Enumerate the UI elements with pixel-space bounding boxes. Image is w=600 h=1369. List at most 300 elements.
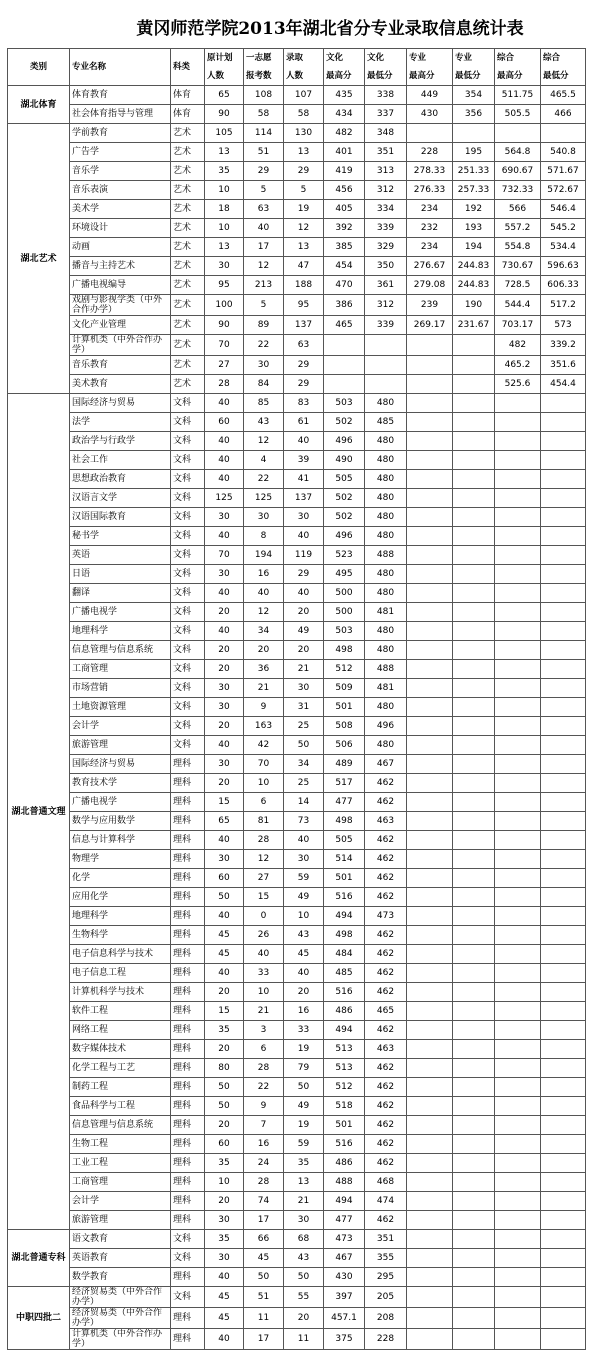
culture-min-cell: 462 xyxy=(365,1135,407,1154)
first-choice-cell: 85 xyxy=(244,394,284,413)
first-choice-cell: 43 xyxy=(244,413,284,432)
culture-max-cell: 385 xyxy=(324,238,365,257)
subject-cell: 文科 xyxy=(171,1249,205,1268)
subject-cell: 理科 xyxy=(171,1002,205,1021)
culture-max-cell: 457.1 xyxy=(324,1308,365,1329)
admitted-cell: 119 xyxy=(284,546,324,565)
comp-max-cell: 564.8 xyxy=(495,143,541,162)
culture-min-cell: 339 xyxy=(365,219,407,238)
major-min-cell xyxy=(453,1230,495,1249)
first-choice-cell: 10 xyxy=(244,983,284,1002)
subject-cell: 文科 xyxy=(171,679,205,698)
plan-cell: 50 xyxy=(205,1078,244,1097)
table-row xyxy=(8,831,586,850)
comp-max-cell xyxy=(495,641,541,660)
subject-cell: 艺术 xyxy=(171,238,205,257)
major-min-cell xyxy=(453,1211,495,1230)
major-min-cell xyxy=(453,451,495,470)
subject-cell: 理科 xyxy=(171,945,205,964)
comp-max-cell xyxy=(495,812,541,831)
comp-max-cell xyxy=(495,926,541,945)
subject-cell: 理科 xyxy=(171,850,205,869)
admitted-cell: 59 xyxy=(284,869,324,888)
major-name-cell: 计算机类（中外合作办学） xyxy=(70,1329,171,1350)
table-row xyxy=(8,1097,586,1116)
table-row xyxy=(8,622,586,641)
major-name-cell: 广告学 xyxy=(70,143,171,162)
table-row xyxy=(8,1308,586,1329)
table-row xyxy=(8,717,586,736)
comp-min-cell xyxy=(541,964,586,983)
header-culture-max: 文化 最高分 xyxy=(324,49,365,86)
major-max-cell xyxy=(407,850,453,869)
first-choice-cell: 30 xyxy=(244,508,284,527)
admitted-cell: 20 xyxy=(284,641,324,660)
table-row xyxy=(8,1059,586,1078)
comp-max-cell xyxy=(495,945,541,964)
comp-min-cell: 545.2 xyxy=(541,219,586,238)
culture-max-cell: 488 xyxy=(324,1173,365,1192)
culture-max-cell: 454 xyxy=(324,257,365,276)
comp-max-cell: 544.4 xyxy=(495,295,541,316)
subject-cell: 文科 xyxy=(171,413,205,432)
culture-max-cell: 435 xyxy=(324,86,365,105)
major-max-cell xyxy=(407,926,453,945)
major-name-cell: 软件工程 xyxy=(70,1002,171,1021)
major-min-cell xyxy=(453,1308,495,1329)
category-cell: 湖北体育 xyxy=(8,86,70,124)
comp-max-cell xyxy=(495,1249,541,1268)
admitted-cell: 63 xyxy=(284,335,324,356)
first-choice-cell: 10 xyxy=(244,774,284,793)
culture-min-cell: 462 xyxy=(365,1116,407,1135)
major-max-cell xyxy=(407,394,453,413)
first-choice-cell: 16 xyxy=(244,1135,284,1154)
comp-max-cell xyxy=(495,1097,541,1116)
comp-min-cell xyxy=(541,1308,586,1329)
admitted-cell: 137 xyxy=(284,316,324,335)
subject-cell: 艺术 xyxy=(171,276,205,295)
major-min-cell xyxy=(453,907,495,926)
culture-min-cell: 329 xyxy=(365,238,407,257)
plan-cell: 30 xyxy=(205,698,244,717)
comp-max-cell: 557.2 xyxy=(495,219,541,238)
major-max-cell xyxy=(407,546,453,565)
first-choice-cell: 27 xyxy=(244,869,284,888)
first-choice-cell: 12 xyxy=(244,603,284,622)
admitted-cell: 13 xyxy=(284,1173,324,1192)
comp-max-cell xyxy=(495,717,541,736)
major-max-cell xyxy=(407,869,453,888)
culture-max-cell: 392 xyxy=(324,219,365,238)
comp-min-cell xyxy=(541,1211,586,1230)
plan-cell: 20 xyxy=(205,1192,244,1211)
major-min-cell xyxy=(453,124,495,143)
major-name-cell: 英语 xyxy=(70,546,171,565)
first-choice-cell: 50 xyxy=(244,1268,284,1287)
culture-max-cell: 386 xyxy=(324,295,365,316)
subject-cell: 艺术 xyxy=(171,200,205,219)
first-choice-cell: 66 xyxy=(244,1230,284,1249)
subject-cell: 理科 xyxy=(171,812,205,831)
major-min-cell xyxy=(453,641,495,660)
plan-cell: 50 xyxy=(205,888,244,907)
major-name-cell: 音乐教育 xyxy=(70,356,171,375)
comp-min-cell xyxy=(541,1021,586,1040)
table-row xyxy=(8,124,586,143)
comp-max-cell xyxy=(495,755,541,774)
culture-min-cell: 480 xyxy=(365,394,407,413)
major-max-cell: 276.67 xyxy=(407,257,453,276)
page-title: 黄冈师范学院2013年湖北省分专业录取信息统计表 xyxy=(136,19,524,39)
admitted-cell: 68 xyxy=(284,1230,324,1249)
culture-max-cell: 508 xyxy=(324,717,365,736)
admitted-cell: 20 xyxy=(284,1308,324,1329)
admitted-cell: 21 xyxy=(284,660,324,679)
plan-cell: 65 xyxy=(205,86,244,105)
subject-cell: 艺术 xyxy=(171,356,205,375)
culture-max-cell: 467 xyxy=(324,1249,365,1268)
major-name-cell: 生物科学 xyxy=(70,926,171,945)
subject-cell: 艺术 xyxy=(171,375,205,394)
major-min-cell xyxy=(453,1268,495,1287)
major-max-cell xyxy=(407,1135,453,1154)
subject-cell: 体育 xyxy=(171,105,205,124)
first-choice-cell: 24 xyxy=(244,1154,284,1173)
comp-min-cell xyxy=(541,717,586,736)
culture-min-cell: 462 xyxy=(365,1078,407,1097)
culture-min-cell: 351 xyxy=(365,143,407,162)
subject-cell: 文科 xyxy=(171,508,205,527)
major-min-cell xyxy=(453,584,495,603)
culture-min-cell: 313 xyxy=(365,162,407,181)
major-name-cell: 电子信息工程 xyxy=(70,964,171,983)
admitted-cell: 40 xyxy=(284,527,324,546)
major-max-cell: 278.33 xyxy=(407,162,453,181)
culture-max-cell: 495 xyxy=(324,565,365,584)
comp-max-cell xyxy=(495,1021,541,1040)
comp-min-cell xyxy=(541,1154,586,1173)
table-row xyxy=(8,1021,586,1040)
culture-max-cell: 512 xyxy=(324,1078,365,1097)
culture-min-cell: 496 xyxy=(365,717,407,736)
major-max-cell: 276.33 xyxy=(407,181,453,200)
comp-max-cell xyxy=(495,1230,541,1249)
header-major: 专业名称 xyxy=(70,49,171,86)
first-choice-cell: 12 xyxy=(244,850,284,869)
major-min-cell xyxy=(453,774,495,793)
major-max-cell xyxy=(407,1211,453,1230)
comp-min-cell xyxy=(541,698,586,717)
comp-min-cell: 596.63 xyxy=(541,257,586,276)
comp-min-cell xyxy=(541,1116,586,1135)
major-min-cell: 354 xyxy=(453,86,495,105)
admitted-cell: 14 xyxy=(284,793,324,812)
admitted-cell: 30 xyxy=(284,508,324,527)
comp-max-cell xyxy=(495,508,541,527)
culture-max-cell: 401 xyxy=(324,143,365,162)
table-row xyxy=(8,888,586,907)
plan-cell: 20 xyxy=(205,1040,244,1059)
admitted-cell: 73 xyxy=(284,812,324,831)
table-row xyxy=(8,1329,586,1350)
culture-max-cell: 505 xyxy=(324,831,365,850)
comp-min-cell xyxy=(541,394,586,413)
comp-min-cell: 572.67 xyxy=(541,181,586,200)
first-choice-cell: 5 xyxy=(244,295,284,316)
major-name-cell: 市场营销 xyxy=(70,679,171,698)
major-min-cell: 195 xyxy=(453,143,495,162)
major-name-cell: 会计学 xyxy=(70,717,171,736)
comp-max-cell xyxy=(495,1308,541,1329)
comp-min-cell xyxy=(541,1059,586,1078)
plan-cell: 35 xyxy=(205,1230,244,1249)
first-choice-cell: 40 xyxy=(244,945,284,964)
first-choice-cell: 114 xyxy=(244,124,284,143)
admitted-cell: 49 xyxy=(284,1097,324,1116)
first-choice-cell: 29 xyxy=(244,162,284,181)
admitted-cell: 95 xyxy=(284,295,324,316)
plan-cell: 60 xyxy=(205,413,244,432)
major-name-cell: 法学 xyxy=(70,413,171,432)
major-max-cell xyxy=(407,470,453,489)
major-min-cell xyxy=(453,1287,495,1308)
subject-cell: 理科 xyxy=(171,1211,205,1230)
comp-max-cell xyxy=(495,546,541,565)
comp-min-cell: 351.6 xyxy=(541,356,586,375)
plan-cell: 40 xyxy=(205,907,244,926)
major-max-cell xyxy=(407,679,453,698)
plan-cell: 40 xyxy=(205,470,244,489)
culture-min-cell: 462 xyxy=(365,1097,407,1116)
comp-max-cell: 703.17 xyxy=(495,316,541,335)
culture-max-cell: 456 xyxy=(324,181,365,200)
major-max-cell xyxy=(407,812,453,831)
comp-min-cell xyxy=(541,1078,586,1097)
subject-cell: 理科 xyxy=(171,926,205,945)
comp-max-cell xyxy=(495,679,541,698)
subject-cell: 文科 xyxy=(171,470,205,489)
major-name-cell: 广播电视学 xyxy=(70,603,171,622)
culture-min-cell: 462 xyxy=(365,983,407,1002)
subject-cell: 文科 xyxy=(171,546,205,565)
major-max-cell xyxy=(407,356,453,375)
culture-max-cell: 516 xyxy=(324,888,365,907)
culture-min-cell: 480 xyxy=(365,622,407,641)
comp-max-cell xyxy=(495,793,541,812)
culture-min-cell: 480 xyxy=(365,451,407,470)
subject-cell: 文科 xyxy=(171,622,205,641)
first-choice-cell: 84 xyxy=(244,375,284,394)
culture-min-cell: 467 xyxy=(365,755,407,774)
major-name-cell: 学前教育 xyxy=(70,124,171,143)
culture-min-cell: 295 xyxy=(365,1268,407,1287)
culture-max-cell: 496 xyxy=(324,527,365,546)
first-choice-cell: 51 xyxy=(244,143,284,162)
culture-min-cell: 462 xyxy=(365,850,407,869)
admitted-cell: 137 xyxy=(284,489,324,508)
major-min-cell: 251.33 xyxy=(453,162,495,181)
admitted-cell: 58 xyxy=(284,105,324,124)
culture-max-cell: 494 xyxy=(324,1192,365,1211)
table-row xyxy=(8,316,586,335)
table-row xyxy=(8,1154,586,1173)
subject-cell: 理科 xyxy=(171,1192,205,1211)
major-min-cell xyxy=(453,527,495,546)
culture-min-cell: 462 xyxy=(365,831,407,850)
comp-min-cell xyxy=(541,470,586,489)
major-name-cell: 数学与应用数学 xyxy=(70,812,171,831)
first-choice-cell: 22 xyxy=(244,470,284,489)
subject-cell: 艺术 xyxy=(171,124,205,143)
table-row xyxy=(8,565,586,584)
plan-cell: 13 xyxy=(205,238,244,257)
subject-cell: 艺术 xyxy=(171,181,205,200)
major-min-cell: 244.83 xyxy=(453,257,495,276)
major-name-cell: 物理学 xyxy=(70,850,171,869)
plan-cell: 90 xyxy=(205,105,244,124)
comp-min-cell xyxy=(541,926,586,945)
culture-min-cell: 462 xyxy=(365,869,407,888)
comp-max-cell xyxy=(495,850,541,869)
culture-max-cell: 518 xyxy=(324,1097,365,1116)
major-name-cell: 播音与主持艺术 xyxy=(70,257,171,276)
culture-max-cell: 498 xyxy=(324,926,365,945)
culture-min-cell: 462 xyxy=(365,793,407,812)
plan-cell: 45 xyxy=(205,1308,244,1329)
comp-min-cell xyxy=(541,812,586,831)
table-row xyxy=(8,451,586,470)
major-min-cell xyxy=(453,1249,495,1268)
plan-cell: 20 xyxy=(205,717,244,736)
comp-max-cell xyxy=(495,451,541,470)
first-choice-cell: 17 xyxy=(244,1211,284,1230)
major-name-cell: 环境设计 xyxy=(70,219,171,238)
major-min-cell xyxy=(453,1116,495,1135)
admitted-cell: 43 xyxy=(284,926,324,945)
comp-max-cell xyxy=(495,1329,541,1350)
major-min-cell xyxy=(453,432,495,451)
major-min-cell xyxy=(453,1329,495,1350)
major-name-cell: 文化产业管理 xyxy=(70,316,171,335)
culture-max-cell: 513 xyxy=(324,1040,365,1059)
comp-min-cell: 573 xyxy=(541,316,586,335)
culture-max-cell: 484 xyxy=(324,945,365,964)
major-min-cell xyxy=(453,1021,495,1040)
header-comp-max: 综合 最高分 xyxy=(495,49,541,86)
admitted-cell: 45 xyxy=(284,945,324,964)
culture-min-cell: 312 xyxy=(365,295,407,316)
culture-max-cell: 490 xyxy=(324,451,365,470)
admitted-cell: 13 xyxy=(284,238,324,257)
admitted-cell: 33 xyxy=(284,1021,324,1040)
major-name-cell: 汉语言文学 xyxy=(70,489,171,508)
comp-min-cell xyxy=(541,1002,586,1021)
comp-max-cell: 732.33 xyxy=(495,181,541,200)
table-row xyxy=(8,736,586,755)
major-name-cell: 汉语国际教育 xyxy=(70,508,171,527)
plan-cell: 70 xyxy=(205,335,244,356)
admitted-cell: 25 xyxy=(284,774,324,793)
major-max-cell xyxy=(407,660,453,679)
first-choice-cell: 89 xyxy=(244,316,284,335)
admitted-cell: 30 xyxy=(284,850,324,869)
culture-max-cell: 500 xyxy=(324,584,365,603)
admitted-cell: 30 xyxy=(284,679,324,698)
comp-max-cell xyxy=(495,1173,541,1192)
major-min-cell xyxy=(453,964,495,983)
culture-min-cell: 462 xyxy=(365,1211,407,1230)
comp-max-cell xyxy=(495,1268,541,1287)
admitted-cell: 13 xyxy=(284,143,324,162)
comp-max-cell xyxy=(495,622,541,641)
culture-min-cell: 488 xyxy=(365,660,407,679)
first-choice-cell: 17 xyxy=(244,238,284,257)
major-min-cell xyxy=(453,1154,495,1173)
admitted-cell: 19 xyxy=(284,1116,324,1135)
header-first-choice: 一志愿 报考数 xyxy=(244,49,284,86)
plan-cell: 28 xyxy=(205,375,244,394)
culture-min-cell: 208 xyxy=(365,1308,407,1329)
admission-table xyxy=(7,48,586,1350)
plan-cell: 10 xyxy=(205,181,244,200)
plan-cell: 65 xyxy=(205,812,244,831)
comp-min-cell: 546.4 xyxy=(541,200,586,219)
subject-cell: 文科 xyxy=(171,584,205,603)
culture-max-cell: 465 xyxy=(324,316,365,335)
culture-min-cell: 480 xyxy=(365,527,407,546)
major-name-cell: 美术学 xyxy=(70,200,171,219)
admitted-cell: 83 xyxy=(284,394,324,413)
subject-cell: 艺术 xyxy=(171,257,205,276)
comp-min-cell xyxy=(541,1287,586,1308)
major-name-cell: 信息管理与信息系统 xyxy=(70,1116,171,1135)
major-min-cell: 356 xyxy=(453,105,495,124)
culture-min-cell: 480 xyxy=(365,698,407,717)
comp-max-cell xyxy=(495,774,541,793)
major-min-cell xyxy=(453,869,495,888)
subject-cell: 文科 xyxy=(171,603,205,622)
table-row xyxy=(8,698,586,717)
first-choice-cell: 3 xyxy=(244,1021,284,1040)
comp-max-cell xyxy=(495,1059,541,1078)
table-row xyxy=(8,143,586,162)
major-max-cell xyxy=(407,508,453,527)
first-choice-cell: 9 xyxy=(244,698,284,717)
comp-min-cell xyxy=(541,793,586,812)
major-max-cell xyxy=(407,983,453,1002)
comp-max-cell xyxy=(495,527,541,546)
plan-cell: 125 xyxy=(205,489,244,508)
comp-max-cell xyxy=(495,869,541,888)
first-choice-cell: 21 xyxy=(244,679,284,698)
major-min-cell xyxy=(453,546,495,565)
major-max-cell: 430 xyxy=(407,105,453,124)
major-name-cell: 电子信息科学与技术 xyxy=(70,945,171,964)
major-name-cell: 食品科学与工程 xyxy=(70,1097,171,1116)
admitted-cell: 34 xyxy=(284,755,324,774)
admitted-cell: 107 xyxy=(284,86,324,105)
culture-max-cell: 477 xyxy=(324,1211,365,1230)
culture-min-cell: 462 xyxy=(365,1059,407,1078)
plan-cell: 70 xyxy=(205,546,244,565)
plan-cell: 105 xyxy=(205,124,244,143)
major-name-cell: 计算机科学与技术 xyxy=(70,983,171,1002)
table-row xyxy=(8,793,586,812)
culture-max-cell: 500 xyxy=(324,603,365,622)
major-min-cell xyxy=(453,1002,495,1021)
plan-cell: 40 xyxy=(205,451,244,470)
